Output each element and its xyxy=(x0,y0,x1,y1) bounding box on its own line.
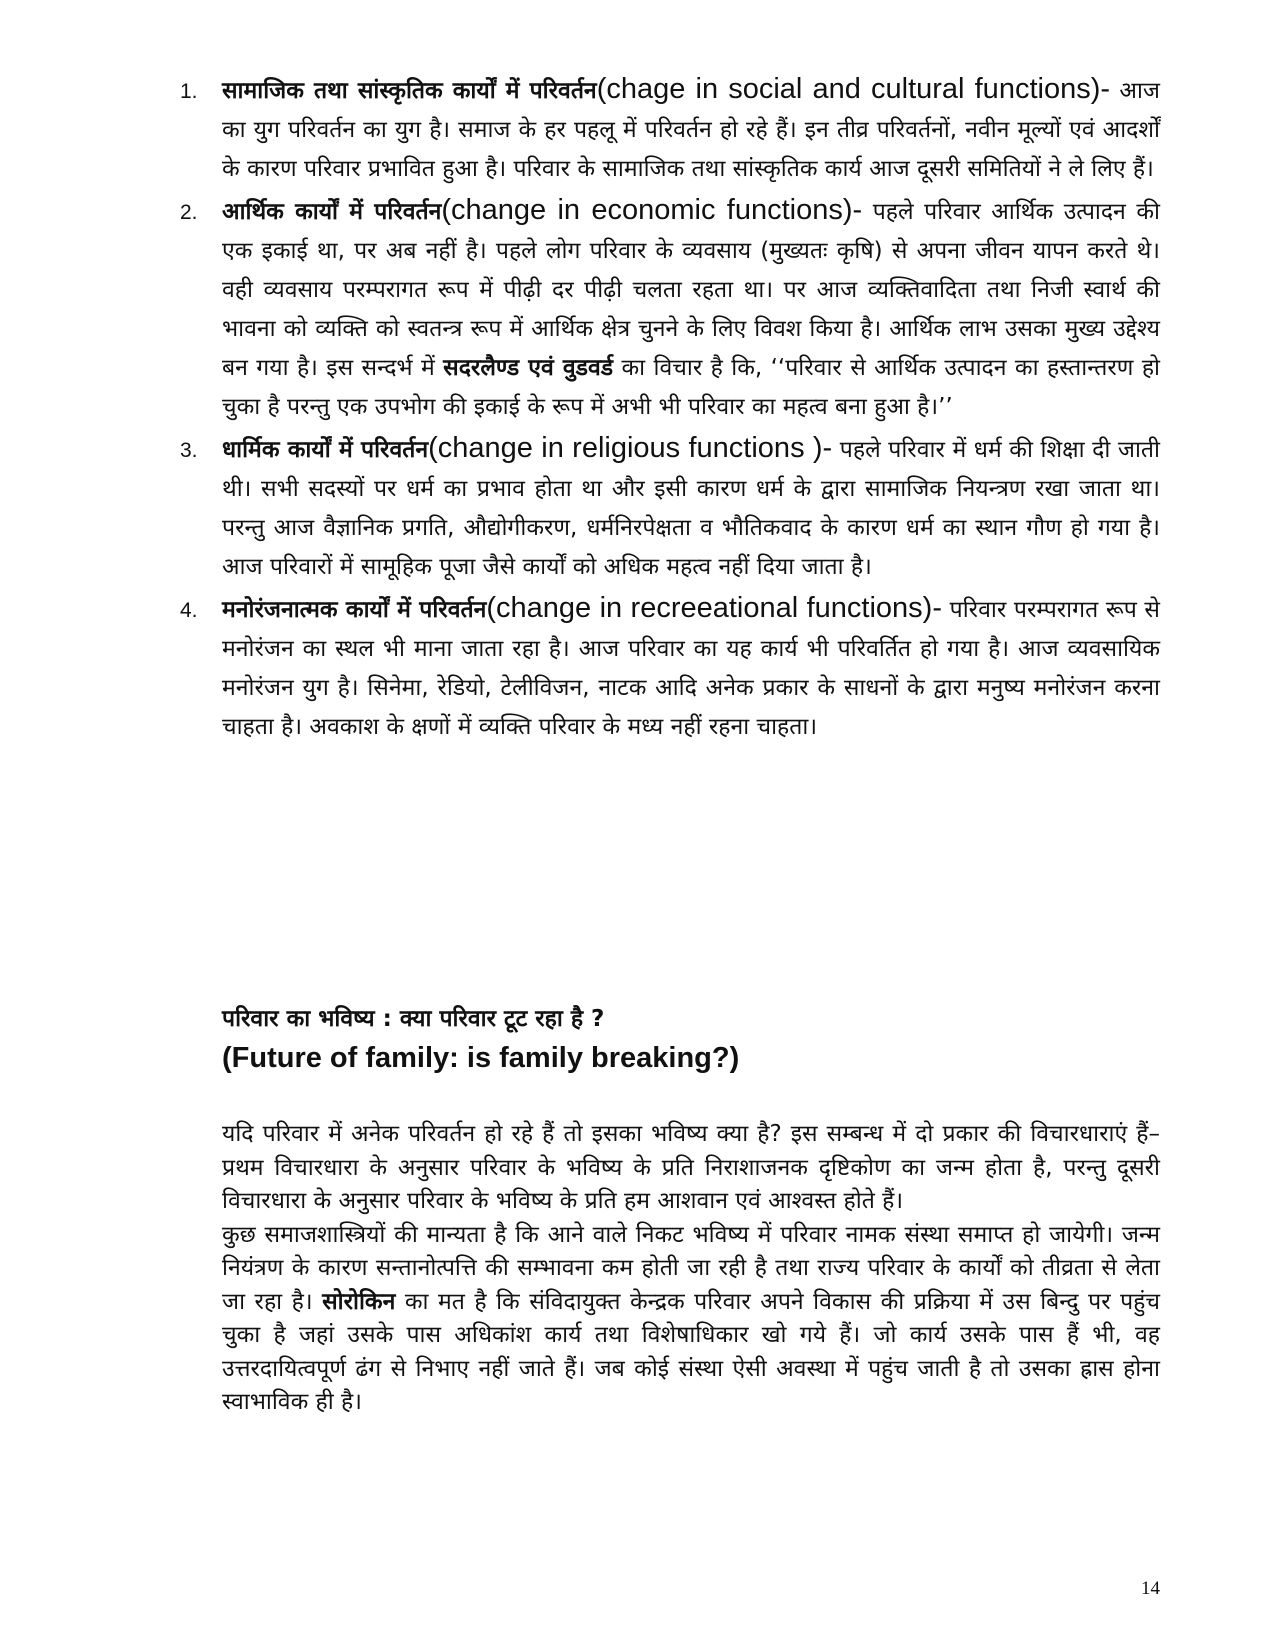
list-item xyxy=(180,429,1160,587)
list-item-body xyxy=(222,429,1160,587)
list-item-number: 3. xyxy=(180,439,198,462)
list-item-text-continued: का विचार है कि, ‘‘परिवार से आर्थिक उत्पादन का हस्तान्तरण हो चुका है परन्तु एक उपभोग की इकाई के रूप में अभी भी परिवार का महत्व बना हुआ है।’’ xyxy=(222,355,1161,420)
section-title-hindi: परिवार का भविष्य : क्या परिवार टूट रहा है ? xyxy=(222,1006,605,1032)
list-item-body xyxy=(222,589,1160,747)
list-item xyxy=(180,191,1160,427)
paragraph xyxy=(222,1219,1160,1420)
list-item xyxy=(180,70,1160,189)
list-item-heading-english: (change in recreeational functions)- xyxy=(486,592,942,624)
list-item-number: 2. xyxy=(180,201,198,224)
list-item-heading-hindi: सामाजिक तथा सांस्कृतिक कार्यों में परिवर्तन xyxy=(222,78,597,104)
paragraph: यदि परिवार में अनेक परिवर्तन हो रहे हैं तो इसका भविष्य क्या है? इस सम्बन्ध में दो प्रकार की विचारधाराएं हैं– प्रथम विचारधारा के अनुसार परिवार के भविष्य के प्रति निराशाजनक दृष्टिकोण का जन्म होता है, परन्तु दूसरी विचारधारा के अनुसार परिवार के भविष्य के प्रति हम आशवान एवं आश्वस्त होते हैं। xyxy=(222,1121,1160,1214)
list-item-number: 1. xyxy=(180,80,198,103)
page-number: 14 xyxy=(1141,1578,1160,1599)
section-body xyxy=(222,1118,1160,1420)
list-item xyxy=(180,589,1160,747)
list-item-body xyxy=(222,70,1160,189)
list-item-heading-hindi: आर्थिक कार्यों में परिवर्तन xyxy=(222,199,442,225)
list-item-text: आज का युग परिवर्तन का युग है। समाज के हर पहलू में परिवर्तन हो रहे हैं। इन तीव्र परिवर्तनों, नवीन मूल्यों एवं आदर्शों के कारण परिवार प्रभावित हुआ है। परिवार के सामाजिक तथा सांस्कृतिक कार्य आज दूसरी समितियों ने ले लिए हैं। xyxy=(222,78,1160,182)
list-item-heading-english: (change in religious functions )- xyxy=(428,432,833,464)
paragraph-text-continued: का मत है कि संविदायुक्त केन्द्रक परिवार अपने विकास की प्रक्रिया में उस बिन्दु पर पहुंच चुका है जहां उसके पास अधिकांश कार्य तथा विशेषाधिकार खो गये हैं। जो कार्य उसके पास हैं भी, वह उत्तरदायित्वपूर्ण ढंग से निभाए नहीं जाते हैं। जब कोई संस्था ऐसी अवस्था में पहुंच जाती है तो उसका ह्रास होना स्वाभाविक ही है। xyxy=(222,1288,1160,1415)
paragraph-text: कुछ समाजशास्त्रियों की मान्यता है कि आने वाले निकट भविष्य में परिवार नामक संस्था समाप्त हो जायेगी। जन्म नियंत्रण के कारण सन्तानोत्पत्ति की सम्भावना कम होती जा रही है तथा राज्य परिवार के कार्यों को तीव्रता से लेता जा रहा है। xyxy=(222,1221,1160,1315)
numbered-list xyxy=(180,70,1160,749)
list-item-number: 4. xyxy=(180,599,198,622)
list-item-body xyxy=(222,191,1160,427)
list-item-heading-hindi: धार्मिक कार्यों में परिवर्तन xyxy=(222,437,429,463)
list-item-text: परिवार परम्परागत रूप से मनोरंजन का स्थल भी माना जाता रहा है। आज परिवार का यह कार्य भी परिवर्तित हो गया है। आज व्यवसायिक मनोरंजन युग है। सिनेमा, रेडियो, टेलीविजन, नाटक आदि अनेक प्रकार के साधनों के द्वारा मनुष्य मनोरंजन करना चाहता है। अवकाश के क्षणों में व्यक्ति परिवार के मध्य नहीं रहना चाहता। xyxy=(222,597,1160,740)
list-item-text: पहले परिवार आर्थिक उत्पादन की एक इकाई था, पर अब नहीं है। पहले लोग परिवार के व्यवसाय (मुख्यतः कृषि) से अपना जीवन यापन करते थे। वही व्यवसाय परम्परागत रूप में पीढ़ी दर पीढ़ी चलता रहता था। पर आज व्यक्तिवादिता तथा निजी स्वार्थ की भावना को व्यक्ति को स्वतन्त्र रूप में आर्थिक क्षेत्र चुनने के लिए विवश किया है। आर्थिक लाभ उसका मुख्य उद्देश्य बन गया है। इस सन्दर्भ में xyxy=(222,199,1161,381)
section-title-english: (Future of family: is family breaking?) xyxy=(222,1042,740,1074)
list-item-heading-english: (chage in social and cultural functions)- xyxy=(596,73,1111,105)
list-item-heading-hindi: मनोरंजनात्मक कार्यों में परिवर्तन xyxy=(222,597,487,623)
cited-authors: सदरलैण्ड एवं वुडवर्ड xyxy=(443,355,614,381)
list-item-heading-english: (change in economic functions)- xyxy=(441,194,863,226)
cited-author: सोरोकिन xyxy=(322,1288,396,1315)
list-item-text: पहले परिवार में धर्म की शिक्षा दी जाती थी। सभी सदस्यों पर धर्म का प्रभाव होता था और इसी कारण धर्म के द्वारा सामाजिक नियन्त्रण रखा जाता था। परन्तु आज वैज्ञानिक प्रगति, औद्योगीकरण, धर्मनिरपेक्षता व भौतिकवाद के कारण धर्म का स्थान गौण हो गया है। आज परिवारों में सामूहिक पूजा जैसे कार्यों को अधिक महत्व नहीं दिया जाता है। xyxy=(222,437,1160,580)
